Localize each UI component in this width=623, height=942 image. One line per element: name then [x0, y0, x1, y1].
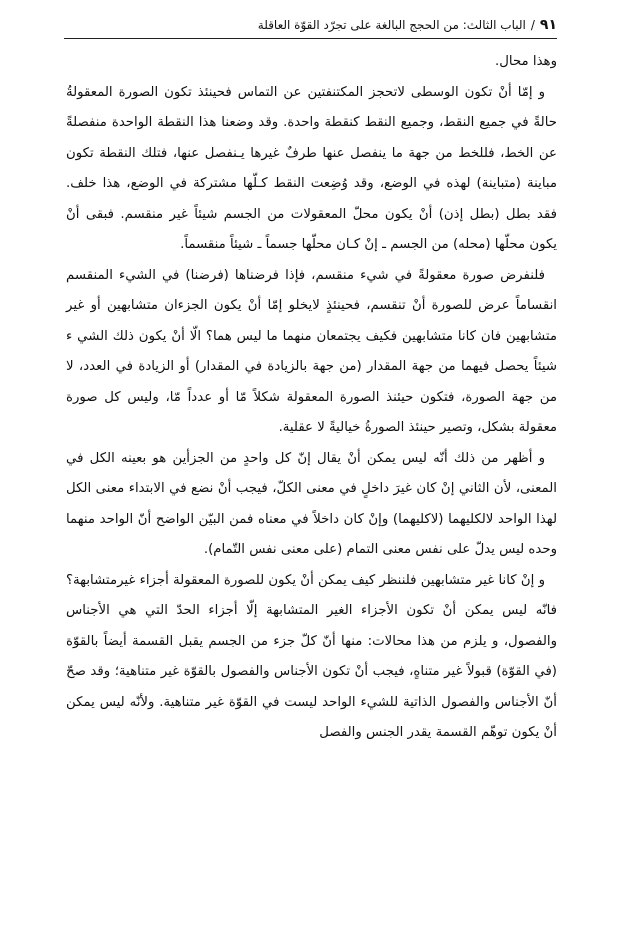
- paragraph: وهذا محال.: [495, 54, 557, 69]
- paragraph: و إمّا أنْ تكون الوسطى لاتحجز المكتنفتين عن التماس فحينئذ تكون الصورة المعقولةُ حالةً في جميع النقط، وجميع النقط كنقطة واحدة. وقد وضعنا هذا النقطة الواحدة منفصلةً عن الخط، فللخط من جهة ما ينفصل عنها طرفٌ غيرها يـنفصل عنها، فتلك النقطة تكون مباينة (متباينة) لهذه في الوضع، وقد وُضِعت النقط كـلّها مشتركة في الوضع، هذا خلف. فقد بطل (بطل إذن) أنْ يكون محلّ المعقولات من الجسم شيئاً غير منقسم. فبقى أنْ يكون محلّها (محله) من الجسم ـ إنْ كـان محلّها جسماً ـ شيئاً منقسماً.: [66, 84, 557, 252]
- paragraph: فلنفرض صورة معقولةً في شيء منقسم، فإذا فرضناها (فرضنا) في الشيء المنقسم انقساماً عرض للصورة أنْ تنقسم، فحينئذٍ لايخلو إمّا أنْ يكون الجزءان متشابهين أو غير متشابهين فان كانا متشابهين فكيف يجتمعان منهما ما ليس هما؟ الّا أنْ يكون ذلك الشي ء شيئاً يحصل فيهما من جهة المقدار (من جهة بالزيادة في المقدار) أو الزيادة في العدد، لا من جهة الصورة، فتكون حيئنذ الصورة المعقولة شكلاً مّا أو عدداً مّا، وليس كل صورة معقولة بشكل، وتصير حينئذ الصورةُ خياليةً لا عقلية.: [66, 267, 557, 435]
- running-header: [64, 12, 557, 39]
- paragraph: و إنْ كانا غير متشابهين فلننظر كيف يمكن أنْ يكون للصورة المعقولة أجزاء غيرمتشابهة؟ فانّه ليس يمكن أنْ تكون الأجزاء الغير المتشابهة إلّا أجزاء الحدّ التي هي الأجناس والفصول، و يلزم من هذا محالات: منها أنّ كلّ جزء من الجسم يقبل القسمة أيضاً بالقوّة (في القوّة) قبولاً غير متناهٍ، فيجب أنْ تكون الأجناس والفصول بالقوّة غير متناهية؛ وقد صحّ أنّ الأجناس والفصول الذاتية للشيء الواحد ليست في القوّة غير متناهية. ولأنّه ليس يمكن أنْ يكون توهّم القسمة يقدر الجنس والفصل: [66, 572, 557, 740]
- paragraph: و أظهر من ذلك أنّه ليس يمكن أنْ يقال إنّ كل واحدٍ من الجزأين هو بعينه الكل في المعنى، لأن الثاني إنْ كان غيرَ داخلٍ في معنى الكلّ، فيجب أنْ نضع في الابتداء معنى الكل لهذا الواحد لالكليهما (لاكليهما) وإنْ كان داخلاً في معناه فمن البيّن الواضح أنّ الواحد منهما وحده ليس يدلّ على نفس معنى التمام (على معنى نفس التّمام).: [66, 450, 557, 557]
- page-number: ٩١: [539, 17, 557, 33]
- chapter-title: الباب الثالث: من الحجج البالغة على تجرّد القوّة العاقلة: [257, 18, 526, 32]
- page-body: [66, 47, 557, 749]
- header-separator: /: [530, 18, 535, 32]
